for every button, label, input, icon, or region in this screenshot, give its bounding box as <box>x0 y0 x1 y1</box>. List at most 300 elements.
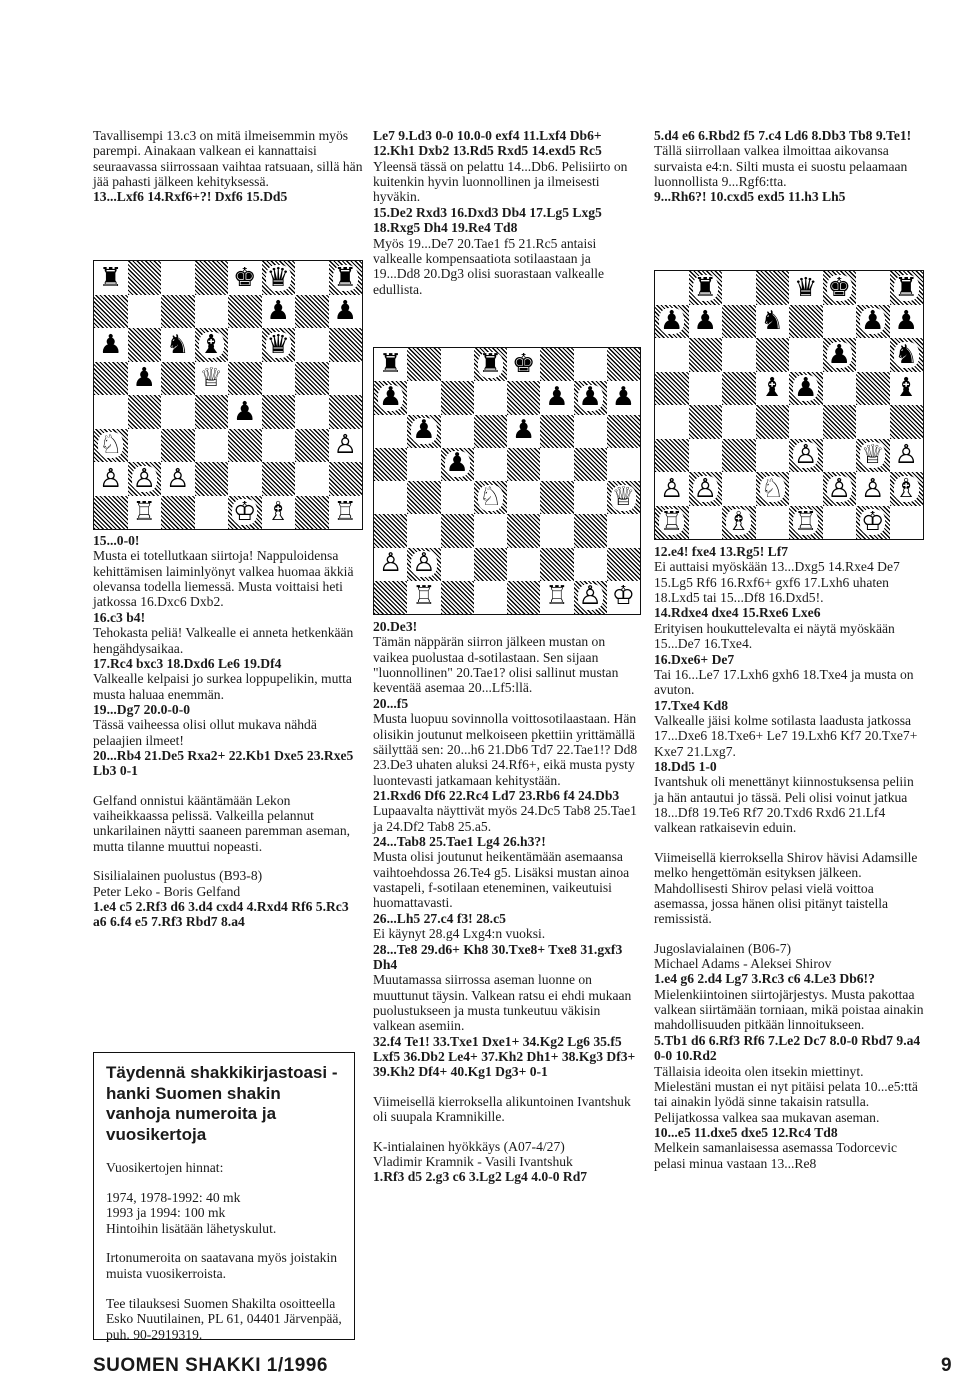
board-square <box>94 362 128 396</box>
board-square <box>607 415 640 448</box>
move-line: 16.c3 b4! <box>93 609 146 625</box>
board-square <box>756 271 790 305</box>
column-1-middle <box>93 533 363 930</box>
white-king-icon: ♔ <box>233 497 257 528</box>
white-queen-icon: ♕ <box>861 440 885 471</box>
board-square <box>823 271 857 305</box>
board-square <box>890 506 924 540</box>
board-square <box>540 514 573 547</box>
board-square <box>195 496 229 530</box>
board-square <box>756 506 790 540</box>
board-square <box>689 439 723 473</box>
white-rook-icon: ♖ <box>794 507 818 538</box>
board-square <box>228 496 262 530</box>
board-square <box>161 362 195 396</box>
move-line: 9...Rh6?! 10.cxd5 exd5 11.h3 Lh5 <box>654 189 846 205</box>
black-queen-icon: ♛ <box>266 329 290 360</box>
commentary: Tässä vaiheessa olisi ollut mukava nähdä pelaajien ilmeet! <box>93 717 317 748</box>
white-pawn-icon: ♙ <box>894 440 918 471</box>
board-square <box>722 405 756 439</box>
board-square <box>128 462 162 496</box>
black-king-icon: ♚ <box>233 262 257 293</box>
commentary: Tehokasta peliä! Valkealle ei anneta hetkenkään hengähdysaikaa. <box>93 625 354 656</box>
board-square <box>441 381 474 414</box>
board-square <box>574 514 607 547</box>
board-square <box>655 506 689 540</box>
board-square <box>507 381 540 414</box>
paragraph-gap <box>93 779 363 793</box>
board-square <box>94 395 128 429</box>
board-square <box>823 405 857 439</box>
black-pawn-icon: ♟ <box>545 381 569 412</box>
black-pawn-icon: ♟ <box>578 381 602 412</box>
board-square <box>789 372 823 406</box>
move-line: 19...Dg7 20.0-0-0 <box>93 701 191 717</box>
move-line: 24...Tab8 25.Tae1 Lg4 26.h3?! <box>373 834 546 850</box>
board-square <box>374 381 407 414</box>
white-pawn-icon: ♙ <box>861 473 885 504</box>
board-square <box>228 295 262 329</box>
board-square <box>295 395 329 429</box>
board-square <box>407 415 440 448</box>
commentary: Vladimir Kramnik - Vasili Ivantshuk <box>373 1153 573 1169</box>
chess-diagram-3 <box>654 270 924 540</box>
white-pawn-icon: ♙ <box>132 463 156 494</box>
board-square <box>195 429 229 463</box>
black-queen-icon: ♛ <box>794 272 818 303</box>
board-square <box>789 271 823 305</box>
board-square <box>722 506 756 540</box>
move-line: 14.Rdxe4 dxe4 15.Rxe6 Lxe6 <box>654 605 821 621</box>
board-square <box>474 581 507 614</box>
board-square <box>856 472 890 506</box>
board-square <box>407 381 440 414</box>
board-square <box>574 348 607 381</box>
black-pawn-icon: ♟ <box>512 415 536 446</box>
paragraph-gap <box>373 1080 641 1094</box>
commentary: Tällaisia ideoita olen itsekin miettinyt. Mielestäni mustan ei nyt pitäisi pelata 10...e5:ttä tai ainakin lyödä sinne takaisin ratsulla. Pelijatkossa valkea saa mukavan aseman. <box>654 1063 918 1125</box>
white-bishop-icon: ♗ <box>727 507 751 538</box>
board-square <box>789 472 823 506</box>
board-square <box>655 405 689 439</box>
commentary: Sisilialainen puolustus (B93-8) <box>93 868 263 884</box>
ad-price-2: 1993 ja 1994: 100 mk <box>106 1205 226 1221</box>
commentary: Viimeisellä kierroksella Shirov hävisi Adamsille melko hengettömän esityksen jälkeen. Mahdollisesti Shirov pelasi vielä voittoa asemassa, jossa hänen olisi pitänyt taistella remissistä. <box>654 849 918 927</box>
board-square <box>295 362 329 396</box>
black-rook-icon: ♜ <box>99 262 123 293</box>
board-square <box>329 496 363 530</box>
white-pawn-icon: ♙ <box>333 430 357 461</box>
board-square <box>722 305 756 339</box>
board-square <box>474 348 507 381</box>
board-square <box>262 362 296 396</box>
move-line: 20.De3! <box>373 619 418 634</box>
white-queen-icon: ♕ <box>199 363 223 394</box>
black-pawn-icon: ♟ <box>132 363 156 394</box>
board-square <box>689 305 723 339</box>
black-bishop-icon: ♝ <box>760 373 784 404</box>
board-square <box>441 448 474 481</box>
board-square <box>689 405 723 439</box>
commentary: Myös 19...De7 20.Tae1 f5 21.Rc5 antaisi valkealle kompensaatiota sotilaastaan ja 19...Dd8 20.Dg3 olisi suorastaan valkealle edullista. <box>373 235 605 297</box>
board-square <box>374 348 407 381</box>
board-square <box>507 581 540 614</box>
chess-diagram-1 <box>93 260 363 530</box>
move-line: 18.Dd5 1-0 <box>654 759 717 775</box>
board-square <box>722 338 756 372</box>
board-square <box>228 261 262 295</box>
commentary: K-intialainen hyökkäys (A07-4/27) <box>373 1138 565 1154</box>
board-square <box>295 261 329 295</box>
board-square <box>655 271 689 305</box>
commentary: Ei käynyt 28.g4 Lxg4:n vuoksi. <box>373 926 546 942</box>
board-square <box>540 415 573 448</box>
black-pawn-icon: ♟ <box>445 448 469 479</box>
board-square <box>540 448 573 481</box>
board-square <box>128 261 162 295</box>
board-square <box>474 415 507 448</box>
black-bishop-icon: ♝ <box>199 329 223 360</box>
board-square <box>128 328 162 362</box>
commentary: Gelfand onnistui kääntämään Lekon vaiheikkaassa pelissä. Valkeilla pelannut unkarilainen näytti saaneen paremman aseman, mutta tilanne muuttui nopeasti. <box>93 792 351 854</box>
magazine-footer: SUOMEN SHAKKI 1/1996 <box>93 1355 328 1376</box>
board-square <box>94 496 128 530</box>
move-line: Le7 9.Ld3 0-0 10.0-0 exf4 11.Lxf4 Db6+ 12.Kh1 Dxb2 13.Rd5 Rxd5 14.exd5 Rc5 <box>373 128 602 159</box>
board-square <box>655 472 689 506</box>
move-line: 21.Rxd6 Df6 22.Rc4 Ld7 23.Rb6 f4 24.Db3 <box>373 787 620 803</box>
white-pawn-icon: ♙ <box>693 473 717 504</box>
black-pawn-icon: ♟ <box>827 339 851 370</box>
board-square <box>756 439 790 473</box>
black-rook-icon: ♜ <box>333 262 357 293</box>
board-square <box>574 581 607 614</box>
move-line: 28...Te8 29.d6+ Kh8 30.Txe8+ Txe8 31.gxf3 Dh4 <box>373 941 623 972</box>
move-line: 5.d4 e6 6.Rbd2 f5 7.c4 Ld6 8.Db3 Tb8 9.Te1! <box>654 128 912 143</box>
board-square <box>262 295 296 329</box>
ad-box <box>93 1052 355 1340</box>
board-square <box>195 261 229 295</box>
move-line: 15.De2 Rxd3 16.Dxd3 Db4 17.Lg5 Lxg5 18.Rxg5 Dh4 19.Re4 Td8 <box>373 204 602 236</box>
board-square <box>856 405 890 439</box>
board-square <box>262 328 296 362</box>
board-square <box>128 362 162 396</box>
move-line: 26...Lh5 27.c4 f3! 28.c5 <box>373 910 506 926</box>
white-rook-icon: ♖ <box>545 581 569 612</box>
black-pawn-icon: ♟ <box>233 396 257 427</box>
commentary: Musta ei totellutkaan siirtoja! Nappuloidensa kehittämisen laiminlyönyt valkea huomaa äkkiä olevansa todella liemessä. Musta voittaisi heti jatkossa 16.Dxc6 Dxb2. <box>93 548 354 610</box>
board-square <box>607 481 640 514</box>
board-square <box>890 372 924 406</box>
board-square <box>789 338 823 372</box>
board-square <box>722 472 756 506</box>
white-king-icon: ♔ <box>861 507 885 538</box>
board-square <box>374 415 407 448</box>
paragraph-gap <box>373 1125 641 1139</box>
board-square <box>262 429 296 463</box>
board-square <box>295 429 329 463</box>
board-square <box>329 295 363 329</box>
board-square <box>756 305 790 339</box>
board-square <box>474 481 507 514</box>
commentary: Tai 16...Le7 17.Lxh6 gxh6 18.Txe4 ja musta on avuton. <box>654 666 914 698</box>
board-square <box>540 481 573 514</box>
white-pawn-icon: ♙ <box>660 473 684 504</box>
board-square <box>161 462 195 496</box>
board-square <box>161 261 195 295</box>
board-square <box>407 548 440 581</box>
move-line: 5.Tb1 d6 6.Rf3 Rf6 7.Le2 Dc7 8.0-0 Rbd7 9.a4 0-0 10.Rd2 <box>654 1032 921 1064</box>
white-pawn-icon: ♙ <box>166 463 190 494</box>
column-2-bottom <box>373 619 641 1185</box>
board-square <box>689 338 723 372</box>
board-square <box>607 381 640 414</box>
move-line: 1.e4 c5 2.Rf3 d6 3.d4 cxd4 4.Rxd4 Rf6 5.Rc3 a6 6.f4 e5 7.Rf3 Rbd7 8.a4 <box>93 898 349 930</box>
board-square <box>329 362 363 396</box>
white-pawn-icon: ♙ <box>99 463 123 494</box>
board-square <box>756 372 790 406</box>
move-line: 17.Rc4 bxc3 18.Dxd6 Le6 19.Df4 <box>93 655 282 671</box>
black-pawn-icon: ♟ <box>611 381 635 412</box>
board-square <box>407 514 440 547</box>
black-rook-icon: ♜ <box>379 348 403 379</box>
black-knight-icon: ♞ <box>760 306 784 337</box>
board-square <box>507 481 540 514</box>
move-line: 16.Dxe6+ De7 <box>654 651 735 667</box>
board-square <box>856 372 890 406</box>
board-square <box>540 581 573 614</box>
board-square <box>823 506 857 540</box>
board-square <box>128 295 162 329</box>
commentary: Peter Leko - Boris Gelfand <box>93 883 241 899</box>
board-square <box>823 472 857 506</box>
board-square <box>574 481 607 514</box>
board-square <box>540 381 573 414</box>
board-square <box>507 348 540 381</box>
commentary: Tämän näppärän siirron jälkeen mustan on vaikea puolustaa d-sotilastaan. Sen sijaan "luonnollinen" 20.Tae1? olisi sallinut mustan keventää asemaa 20...Lf5:llä. <box>373 634 619 696</box>
board-square <box>890 271 924 305</box>
ad-order-info: Tee tilauksesi Suomen Shakilta osoitteella Esko Nuutilainen, PL 61, 04401 Järvenpää, puh. 90-2919319. <box>106 1295 342 1342</box>
board-square <box>540 348 573 381</box>
board-square <box>195 295 229 329</box>
board-square <box>295 462 329 496</box>
move-line: 20...f5 <box>373 695 409 711</box>
board-square <box>228 362 262 396</box>
board-square <box>607 348 640 381</box>
board-square <box>655 338 689 372</box>
black-pawn-icon: ♟ <box>794 373 818 404</box>
board-square <box>262 496 296 530</box>
commentary: Tavallisempi 13.c3 on mitä ilmeisemmin myös parempi. Ainakaan valkean ei kannattaisi seuraavassa siirrossaan vaihtaa ratsuaan, sillä hän jää pahasti jälkeen kehityksessä. <box>93 128 363 190</box>
commentary: Musta luopuu sovinnolla voittosotilaastaan. Hän olisikin joutunut melkoiseen pkettiin yrittämällä säilyttää sen: 20...h6 21.Db6 Td7 22.Tae1!? Dd8 23.De3 uhaten aluksi 24.Rf6+, eikä musta pysty luontevasti jatkamaan kehitystään. <box>373 711 638 788</box>
commentary: Ei auttaisi myöskään 13...Dxg5 14.Rxe4 De7 15.Lg5 Rf6 16.Rxf6+ gxf6 17.Lxh6 uhaten 18.Lxd5 tai 15...Df8 16.Dxd5!. <box>654 559 900 606</box>
commentary: Yleensä tässä on pelattu 14...Db6. Pelisiirto on kuitenkin hyvin luonnollinen ja ilmeisesti hyväkin. <box>373 158 628 205</box>
board-square <box>890 305 924 339</box>
board-square <box>507 415 540 448</box>
page-number: 9 <box>941 1355 952 1376</box>
board-square <box>329 328 363 362</box>
commentary: Valkealle jäisi kolme sotilasta laadusta jatkossa 17...Dxe6 18.Txe6+ Le7 19.Lxh6 Kf7 20.Txe7+ Kxe7 21.Lxg7. <box>654 712 918 759</box>
commentary: Lupaavalta näyttivät myös 24.Dc5 Tab8 25.Tae1 ja 24.Df2 Tab8 25.a5. <box>373 803 637 834</box>
board-square <box>474 548 507 581</box>
board-square <box>329 395 363 429</box>
board-square <box>228 462 262 496</box>
board-square <box>607 548 640 581</box>
paragraph-gap <box>93 854 363 868</box>
board-square <box>574 448 607 481</box>
black-king-icon: ♚ <box>827 272 851 303</box>
white-rook-icon: ♖ <box>412 581 436 612</box>
board-square <box>329 261 363 295</box>
board-square <box>407 481 440 514</box>
move-line: 13...Lxf6 14.Rxf6+?! Dxf6 15.Dd5 <box>93 189 288 205</box>
board-square <box>507 514 540 547</box>
board-square <box>374 548 407 581</box>
board-square <box>756 405 790 439</box>
board-square <box>856 439 890 473</box>
board-square <box>329 429 363 463</box>
board-square <box>329 462 363 496</box>
ad-prices-label: Vuosikertojen hinnat: <box>106 1159 224 1175</box>
board-square <box>507 448 540 481</box>
ad-price-1: 1974, 1978-1992: 40 mk <box>106 1189 241 1205</box>
move-line: 1.e4 g6 2.d4 Lg7 3.Rc3 c6 4.Le3 Db6!? <box>654 971 875 987</box>
board-square <box>228 429 262 463</box>
board-square <box>295 328 329 362</box>
board-square <box>195 395 229 429</box>
column-2-top <box>373 128 641 297</box>
black-knight-icon: ♞ <box>166 329 190 360</box>
board-square <box>161 429 195 463</box>
black-pawn-icon: ♟ <box>412 415 436 446</box>
board-square <box>128 429 162 463</box>
board-square <box>507 548 540 581</box>
board-square <box>655 305 689 339</box>
board-square <box>607 581 640 614</box>
board-square <box>890 405 924 439</box>
move-line: 1.Rf3 d5 2.g3 c6 3.Lg2 Lg4 4.0-0 Rd7 <box>373 1169 588 1185</box>
board-square <box>474 448 507 481</box>
board-square <box>689 506 723 540</box>
board-square <box>441 514 474 547</box>
commentary: Michael Adams - Aleksei Shirov <box>654 955 832 971</box>
board-square <box>474 381 507 414</box>
commentary: Viimeisellä kierroksella alikuntoinen Ivantshuk oli suupala Kramnikille. <box>373 1093 631 1125</box>
board-square <box>823 372 857 406</box>
board-square <box>756 472 790 506</box>
commentary: Mielenkiintoinen siirtojärjestys. Musta pakottaa valkean siirtämään torniaan, mikä poistaa ainakin mahdollisuuden pitkään linnoitukseen. <box>654 986 924 1033</box>
board-square <box>574 548 607 581</box>
board-square <box>441 415 474 448</box>
ad-price-3: Hintoihin lisätään lähetyskulut. <box>106 1220 277 1236</box>
black-rook-icon: ♜ <box>894 272 918 303</box>
board-square <box>161 496 195 530</box>
black-rook-icon: ♜ <box>478 348 502 379</box>
board-square <box>689 472 723 506</box>
board-square <box>374 481 407 514</box>
white-bishop-icon: ♗ <box>894 473 918 504</box>
board-square <box>890 338 924 372</box>
board-square <box>540 548 573 581</box>
board-square <box>722 439 756 473</box>
black-pawn-icon: ♟ <box>660 306 684 337</box>
black-knight-icon: ♞ <box>894 339 918 370</box>
board-square <box>441 581 474 614</box>
black-pawn-icon: ♟ <box>861 306 885 337</box>
board-square <box>195 362 229 396</box>
column-3-top <box>654 128 924 205</box>
white-knight-icon: ♘ <box>760 473 784 504</box>
move-line: 12.e4! fxe4 13.Rg5! Lf7 <box>654 544 789 559</box>
board-square <box>655 439 689 473</box>
white-pawn-icon: ♙ <box>794 440 818 471</box>
board-square <box>441 548 474 581</box>
board-square <box>374 581 407 614</box>
board-square <box>407 348 440 381</box>
board-square <box>295 496 329 530</box>
column-3-bottom <box>654 544 924 1171</box>
white-pawn-icon: ♙ <box>827 473 851 504</box>
board-square <box>195 328 229 362</box>
commentary: Muutamassa siirrossa aseman luonne on muuttunut täysin. Valkean ratsu ei ehdi mukaan puolustukseen ja musta tunkeutuu väkisin valkean asemiin. <box>373 972 632 1034</box>
board-square <box>890 472 924 506</box>
white-rook-icon: ♖ <box>333 497 357 528</box>
commentary: Jugoslavialainen (B06-7) <box>654 940 792 956</box>
paragraph-gap <box>654 927 924 941</box>
board-square <box>228 395 262 429</box>
board-square <box>689 372 723 406</box>
commentary: Tällä siirrollaan valkea ilmoittaa aikovansa survaista e4:n. Silti musta ei suostu pelaamaan luonnollista 9...Rgf6:tta. <box>654 143 908 190</box>
board-square <box>262 261 296 295</box>
white-pawn-icon: ♙ <box>578 581 602 612</box>
board-square <box>94 429 128 463</box>
black-pawn-icon: ♟ <box>693 306 717 337</box>
white-knight-icon: ♘ <box>99 430 123 461</box>
board-square <box>574 381 607 414</box>
commentary: Ivantshuk oli menettänyt kiinnostuksensa peliin ja hän antautui jo tässä. Peli olisi voinut jatkua 18...Df8 19.Te6 Rf7 20.Txd6 Rxd6 21.Lf4 valkean ratkaisevin eduin. <box>654 774 914 836</box>
move-line: 10...e5 11.dxe5 dxe5 12.Rc4 Td8 <box>654 1124 838 1140</box>
board-square <box>262 462 296 496</box>
column-1-top <box>93 128 363 205</box>
board-square <box>722 372 756 406</box>
board-square <box>890 439 924 473</box>
black-pawn-icon: ♟ <box>266 296 290 327</box>
board-square <box>574 415 607 448</box>
board-square <box>94 295 128 329</box>
board-square <box>262 395 296 429</box>
board-square <box>823 305 857 339</box>
board-square <box>789 506 823 540</box>
black-queen-icon: ♛ <box>266 262 290 293</box>
move-line: 17.Txe4 Kd8 <box>654 697 729 713</box>
black-pawn-icon: ♟ <box>379 381 403 412</box>
white-pawn-icon: ♙ <box>379 548 403 579</box>
black-bishop-icon: ♝ <box>894 373 918 404</box>
move-line: 15...0-0! <box>93 533 140 548</box>
board-square <box>789 439 823 473</box>
board-square <box>607 514 640 547</box>
white-knight-icon: ♘ <box>478 481 502 512</box>
black-pawn-icon: ♟ <box>333 296 357 327</box>
board-square <box>161 395 195 429</box>
board-square <box>856 305 890 339</box>
chess-diagram-2 <box>373 347 641 615</box>
move-line: 20...Rb4 21.De5 Rxa2+ 22.Kb1 Dxe5 23.Rxe5 Lb3 0-1 <box>93 748 354 779</box>
board-square <box>607 448 640 481</box>
white-queen-icon: ♕ <box>611 481 635 512</box>
board-square <box>374 514 407 547</box>
black-pawn-icon: ♟ <box>894 306 918 337</box>
commentary: Erityisen houkuttelevalta ei näytä myöskään 15...De7 16.Txe4. <box>654 620 895 652</box>
